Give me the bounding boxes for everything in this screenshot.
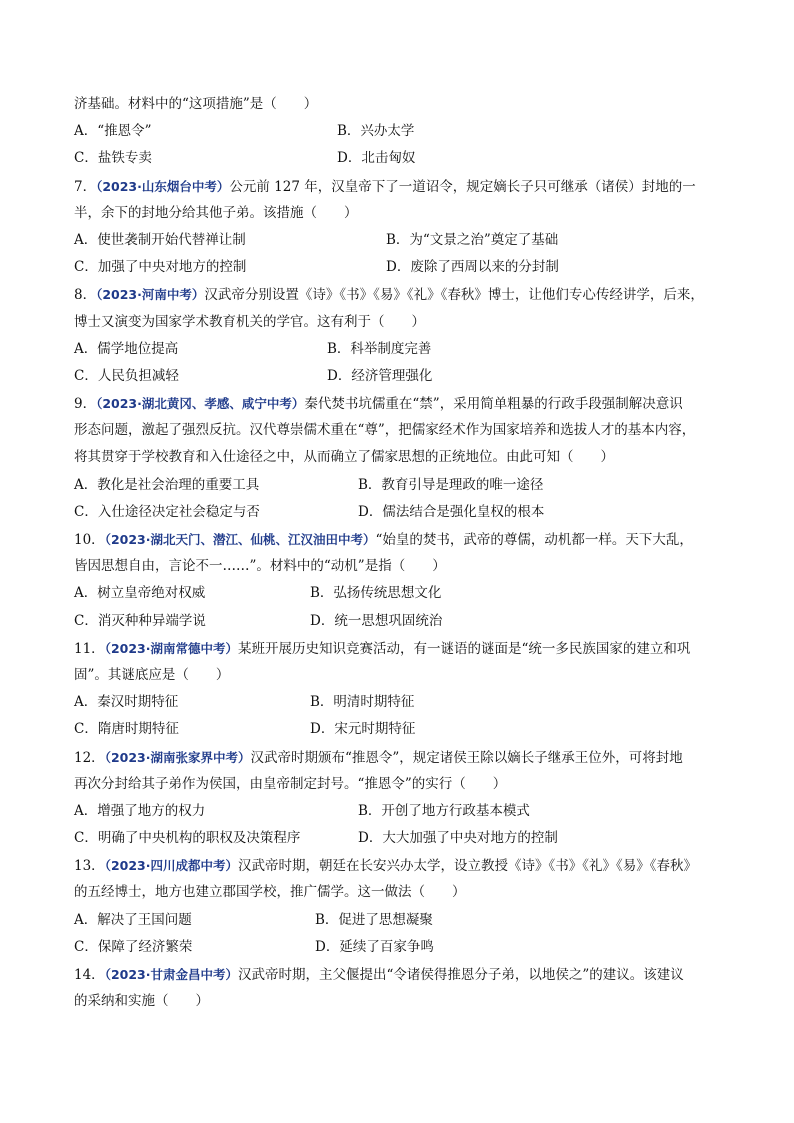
q10-stem-line2: 皆因思想自由，言论不一……”。材料中的“动机”是指（ ） <box>74 558 446 575</box>
q13-option-a[interactable]: A．解决了王国问题 <box>74 911 192 928</box>
q7-option-b[interactable]: B．为“文景之治”奠定了基础 <box>386 231 559 248</box>
q13-stem-line2: 的五经博士，地方也建立郡国学校，推广儒学。这一做法（ ） <box>74 884 466 901</box>
q9-option-b[interactable]: B．教育引导是理政的唯一途径 <box>358 476 544 493</box>
q13-option-b[interactable]: B．促进了思想凝聚 <box>315 911 433 928</box>
q11-option-b[interactable]: B．明清时期特征 <box>310 694 415 711</box>
q11-number: 11． <box>74 640 105 657</box>
q10-text-1: “始皇的焚书，武帝的尊儒，动机都一样。天下大乱， <box>375 532 693 548</box>
q7-option-a[interactable]: A．使世袭制开始代替禅让制 <box>74 231 246 248</box>
q11-text-1: 某班开展历史知识竞赛活动，有一谜语的谜面是“统一多民族国家的建立和巩 <box>237 640 691 657</box>
q12-options-row1 <box>74 798 728 825</box>
q11-option-d[interactable]: D．宋元时期特征 <box>310 721 416 738</box>
q11-source: （2023·湖南常德中考） <box>104 640 238 656</box>
q6-option-c[interactable]: C．盐铁专卖 <box>74 150 152 167</box>
q10-option-d[interactable]: D．统一思想巩固统治 <box>310 612 443 629</box>
q12-source: （2023·湖南张家界中考） <box>104 749 251 765</box>
q12-stem-line2: 再次分封给其子弟作为侯国，由皇帝制定封号。“推恩令”的实行（ ） <box>74 775 507 792</box>
q6-option-d[interactable]: D．北击匈奴 <box>337 150 416 167</box>
q10-option-b[interactable]: B．弘扬传统思想文化 <box>310 585 442 602</box>
q8-number: 8． <box>74 287 97 304</box>
q11-options-row1 <box>74 689 728 716</box>
q6-option-b[interactable]: B．兴办太学 <box>337 123 415 140</box>
q11-stem-line1 <box>74 635 728 662</box>
q14-stem-line2: 的采纳和实施（ ） <box>74 993 209 1010</box>
q9-option-c[interactable]: C．入仕途径决定社会稳定与否 <box>74 503 260 520</box>
q7-text-1: 公元前 127 年，汉皇帝下了一道诏令，规定嫡长子只可继承（诸侯）封地的一 <box>229 178 696 195</box>
q8-stem-line1 <box>74 281 728 308</box>
q11-options-row2 <box>74 716 728 743</box>
q10-options-row1 <box>74 580 728 607</box>
q12-option-c[interactable]: C．明确了中央机构的职权及决策程序 <box>74 830 301 847</box>
q13-stem-line1 <box>74 852 728 879</box>
q9-source: （2023·湖北黄冈、孝感、咸宁中考） <box>96 396 305 412</box>
q8-stem-line2: 博士又演变为国家学术教育机关的学官。这有利于（ ） <box>74 313 425 330</box>
q13-option-c[interactable]: C．保障了经济繁荣 <box>74 938 193 955</box>
q7-options-row1 <box>74 227 728 254</box>
q8-source: （2023·河南中考） <box>96 287 205 303</box>
q10-stem-line1 <box>74 526 728 553</box>
q14-source: （2023·甘肃金昌中考） <box>104 967 238 982</box>
q12-text-1: 汉武帝时期颁布“推恩令”，规定诸侯王除以嫡长子继承王位外，可将封地 <box>250 749 683 766</box>
q12-option-a[interactable]: A．增强了地方的权力 <box>74 802 206 819</box>
q7-option-c[interactable]: C．加强了中央对地方的控制 <box>74 259 247 276</box>
q12-option-b[interactable]: B．开创了地方行政基本模式 <box>358 802 530 819</box>
q6-options-row1 <box>74 118 728 145</box>
q10-option-c[interactable]: C．消灭种种异端学说 <box>74 612 206 629</box>
q7-stem-line2: 半，余下的封地分给其他子弟。该措施（ ） <box>74 204 358 221</box>
q7-number: 7． <box>74 178 97 195</box>
q12-stem-line1 <box>74 744 728 771</box>
q10-options-row2 <box>74 608 728 635</box>
q8-text-1: 汉武帝分别设置《诗》《书》《易》《礼》《春秋》博士，让他们专心传经讲学，后来， <box>204 287 704 304</box>
q14-stem-line1 <box>74 961 728 988</box>
q8-option-c[interactable]: C．人民负担减轻 <box>74 367 179 384</box>
q9-option-a[interactable]: A．教化是社会治理的重要工具 <box>74 476 260 493</box>
q9-stem-line1 <box>74 390 728 417</box>
q7-option-d[interactable]: D．废除了西周以来的分封制 <box>386 259 559 276</box>
q9-options-row2 <box>74 499 728 526</box>
q13-option-d[interactable]: D．延续了百家争鸣 <box>315 938 434 955</box>
q9-text-1: 秦代焚书坑儒重在“禁”，采用简单粗暴的行政手段强制解决意识 <box>304 396 683 413</box>
q14-number: 14． <box>74 967 105 983</box>
q8-option-a[interactable]: A．儒学地位提高 <box>74 340 179 357</box>
q6-options-row2 <box>74 145 728 172</box>
q11-option-a[interactable]: A．秦汉时期特征 <box>74 694 179 711</box>
q8-options-row1 <box>74 336 728 363</box>
q9-option-d[interactable]: D．儒法结合是强化皇权的根本 <box>358 503 545 520</box>
q11-stem-line2: 固”。其谜底应是（ ） <box>74 666 230 683</box>
q7-source: （2023·山东烟台中考） <box>96 178 230 194</box>
q10-number: 10． <box>74 532 105 548</box>
q11-option-c[interactable]: C．隋唐时期特征 <box>74 721 179 738</box>
q9-options-row1 <box>74 472 728 499</box>
q12-options-row2 <box>74 825 728 852</box>
q6-option-a[interactable]: A．“推恩令” <box>74 123 152 140</box>
q9-stem-line3: 将其贯穿于学校教育和入仕途径之中，从而确立了儒家思想的正统地位。由此可知（ ） <box>74 449 614 466</box>
q7-stem-line1 <box>74 173 728 200</box>
q13-number: 13． <box>74 858 105 875</box>
q14-text-1: 汉武帝时期，主父偃提出“令诸侯得推恩分子弟，以地侯之”的建议。该建议 <box>237 967 684 983</box>
q6-stem: 济基础。材料中的“这项措施”是（ ） <box>74 96 318 112</box>
q13-options-row2 <box>74 934 728 961</box>
q13-options-row1 <box>74 907 728 934</box>
q12-option-d[interactable]: D．大大加强了中央对地方的控制 <box>358 830 558 847</box>
q13-source: （2023·四川成都中考） <box>104 858 238 874</box>
exam-page <box>74 91 728 1015</box>
q8-option-d[interactable]: D．经济管理强化 <box>327 367 433 384</box>
q7-options-row2 <box>74 254 728 281</box>
q9-number: 9． <box>74 396 97 413</box>
q9-stem-line2: 形态问题，激起了强烈反抗。汉代尊崇儒术重在“尊”，把儒家经术作为国家培养和选拔人才的基本内容， <box>74 422 696 439</box>
q10-source: （2023·湖北天门、潜江、仙桃、江汉油田中考） <box>104 532 376 547</box>
q10-option-a[interactable]: A．树立皇帝绝对权威 <box>74 585 206 602</box>
q12-number: 12． <box>74 749 105 766</box>
q8-options-row2 <box>74 363 728 390</box>
q13-text-1: 汉武帝时期，朝廷在长安兴办太学，设立教授《诗》《书》《礼》《易》《春秋》 <box>237 858 697 875</box>
q8-option-b[interactable]: B．科举制度完善 <box>327 340 432 357</box>
